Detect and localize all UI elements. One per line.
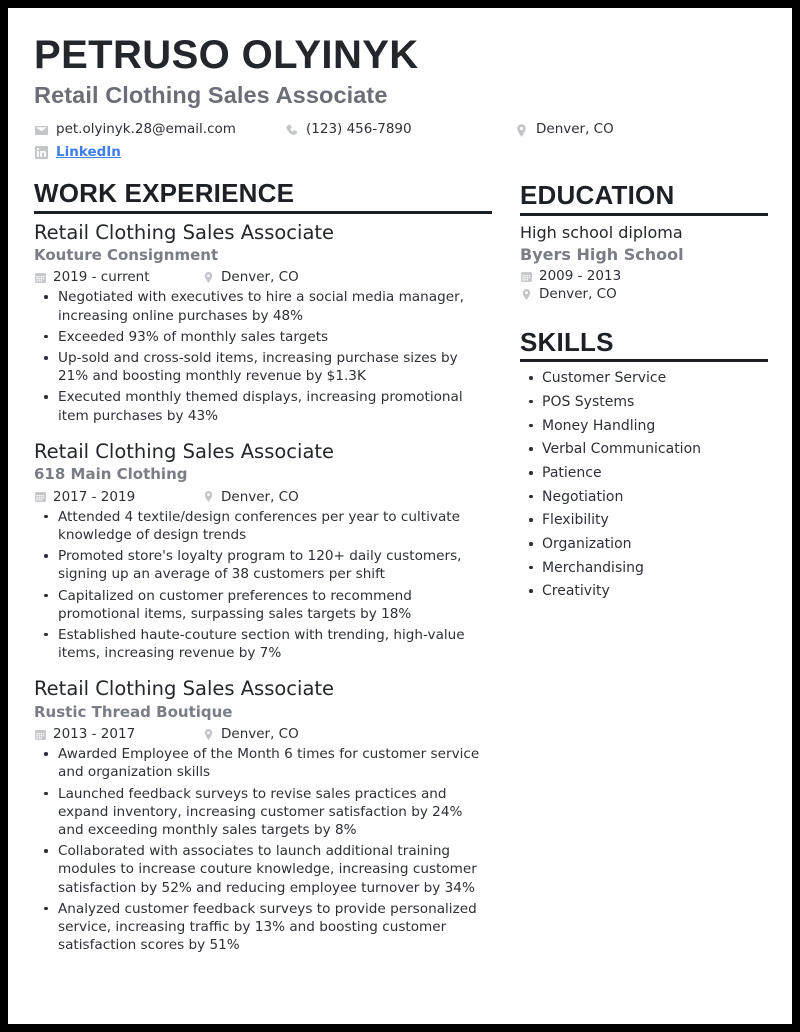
- work-entry-location-text: Denver, CO: [221, 488, 299, 505]
- skill-item: Merchandising: [520, 559, 768, 577]
- right-column: [520, 179, 768, 600]
- work-entry: [34, 677, 492, 954]
- map-pin-icon: [514, 123, 529, 138]
- work-entry-bullets: [34, 745, 492, 954]
- work-entry-organization: 618 Main Clothing: [34, 465, 188, 484]
- work-entry-dates: [34, 269, 202, 285]
- section-heading-skills: SKILLS: [520, 327, 614, 358]
- work-entry-organization: Kouture Consignment: [34, 245, 219, 264]
- map-pin-icon: [202, 271, 215, 284]
- work-bullet: Up-sold and cross-sold items, increasing purchase sizes by 21% and boosting monthly revenue by $1.3K: [34, 349, 492, 385]
- contact-row-secondary: [34, 144, 768, 162]
- education-entry: [520, 223, 768, 303]
- map-pin-icon: [202, 728, 215, 741]
- contact-email-text: pet.olyinyk.28@email.com: [56, 121, 236, 138]
- work-entry-bullets: [34, 288, 492, 424]
- work-bullet: Analyzed customer feedback surveys to provide personalized service, increasing traffic by 13% and boosting customer satisfaction scores by 51%: [34, 900, 492, 955]
- calendar-icon: [520, 270, 533, 283]
- work-bullet: Collaborated with associates to launch additional training modules to increase couture knowledge, increasing customer satisfaction by 52% and reducing employee turnover by 34%: [34, 842, 492, 897]
- skill-item: Verbal Communication: [520, 440, 768, 458]
- work-entry-location: [202, 269, 299, 285]
- work-entry-location: [202, 489, 299, 505]
- contact-row-primary: [34, 121, 768, 139]
- work-bullet: Attended 4 textile/design conferences per year to cultivate knowledge of design trends: [34, 508, 492, 544]
- envelope-icon: [34, 123, 49, 138]
- resume-page: [8, 8, 792, 1024]
- skill-item: Patience: [520, 464, 768, 482]
- work-entry-dates-text: 2013 - 2017: [53, 726, 136, 743]
- work-entry-meta: [34, 726, 492, 742]
- work-entry-meta: [34, 489, 492, 505]
- work-entry-role: Retail Clothing Sales Associate: [34, 439, 335, 463]
- section-rule-skills: [520, 359, 768, 362]
- work-bullet: Launched feedback surveys to revise sales practices and expand inventory, increasing customer satisfaction by 24% and exceeding monthly sales targets by 8%: [34, 785, 492, 840]
- skills-list: [520, 369, 768, 600]
- education-school: Byers High School: [520, 245, 684, 265]
- contact-location-text: Denver, CO: [536, 121, 614, 138]
- work-bullet: Exceeded 93% of monthly sales targets: [34, 328, 492, 346]
- skill-item: Negotiation: [520, 488, 768, 506]
- contact-email[interactable]: [34, 121, 284, 139]
- section-heading-work-experience: WORK EXPERIENCE: [34, 178, 295, 209]
- contact-location: [514, 121, 614, 139]
- section-rule-education: [520, 213, 768, 216]
- work-entry-bullets: [34, 508, 492, 663]
- left-column: [34, 179, 492, 954]
- work-entry-role: Retail Clothing Sales Associate: [34, 677, 335, 701]
- work-entry-dates: [34, 489, 202, 505]
- phone-icon: [284, 123, 299, 138]
- skill-item: Flexibility: [520, 511, 768, 529]
- work-entry-location: [202, 726, 299, 742]
- linkedin-icon: [34, 145, 49, 160]
- contact-phone-text: (123) 456-7890: [306, 121, 412, 138]
- skill-item: POS Systems: [520, 393, 768, 411]
- calendar-icon: [34, 271, 47, 284]
- resume-body-columns: [34, 179, 768, 954]
- work-entry: [34, 440, 492, 663]
- section-rule-work-experience: [34, 211, 492, 214]
- work-bullet: Executed monthly themed displays, increasing promotional item purchases by 43%: [34, 388, 492, 424]
- work-entry-location-text: Denver, CO: [221, 269, 299, 286]
- education-degree: High school diploma: [520, 222, 683, 242]
- skill-item: Customer Service: [520, 369, 768, 387]
- calendar-icon: [34, 490, 47, 503]
- section-education: [520, 181, 768, 302]
- education-dates-text: 2009 - 2013: [539, 268, 622, 285]
- work-entry-dates: [34, 726, 202, 742]
- section-skills: [520, 328, 768, 600]
- work-bullet: Negotiated with executives to hire a social media manager, increasing online purchases by 48%: [34, 288, 492, 324]
- work-entry-dates-text: 2019 - current: [53, 269, 150, 286]
- linkedin-link[interactable]: LinkedIn: [56, 143, 121, 160]
- education-location-text: Denver, CO: [539, 286, 617, 303]
- section-work-experience: [34, 179, 492, 954]
- education-location: [520, 286, 768, 302]
- map-pin-icon: [520, 288, 533, 301]
- skill-item: Creativity: [520, 582, 768, 600]
- work-bullet: Promoted store's loyalty program to 120+ daily customers, signing up an average of 38 customers per shift: [34, 547, 492, 583]
- skill-item: Organization: [520, 535, 768, 553]
- candidate-name: PETRUSO OLYINYK: [34, 33, 419, 77]
- education-entry-meta: [520, 268, 768, 302]
- contact-phone[interactable]: [284, 121, 514, 139]
- work-entry-organization: Rustic Thread Boutique: [34, 702, 233, 721]
- work-entry-location-text: Denver, CO: [221, 726, 299, 743]
- work-bullet: Awarded Employee of the Month 6 times for customer service and organization skills: [34, 745, 492, 781]
- contact-linkedin[interactable]: [34, 144, 121, 162]
- map-pin-icon: [202, 490, 215, 503]
- skill-item: Money Handling: [520, 417, 768, 435]
- work-entry-dates-text: 2017 - 2019: [53, 488, 136, 505]
- education-dates: [520, 268, 768, 284]
- work-entry-meta: [34, 269, 492, 285]
- work-bullet: Established haute-couture section with trending, high-value items, increasing revenue by 7%: [34, 626, 492, 662]
- calendar-icon: [34, 728, 47, 741]
- section-heading-education: EDUCATION: [520, 180, 675, 211]
- work-entry: [34, 221, 492, 425]
- work-entry-role: Retail Clothing Sales Associate: [34, 220, 335, 244]
- resume-header: [34, 34, 768, 161]
- candidate-job-title: Retail Clothing Sales Associate: [34, 82, 388, 109]
- work-bullet: Capitalized on customer preferences to recommend promotional items, surpassing sales targets by 18%: [34, 587, 492, 623]
